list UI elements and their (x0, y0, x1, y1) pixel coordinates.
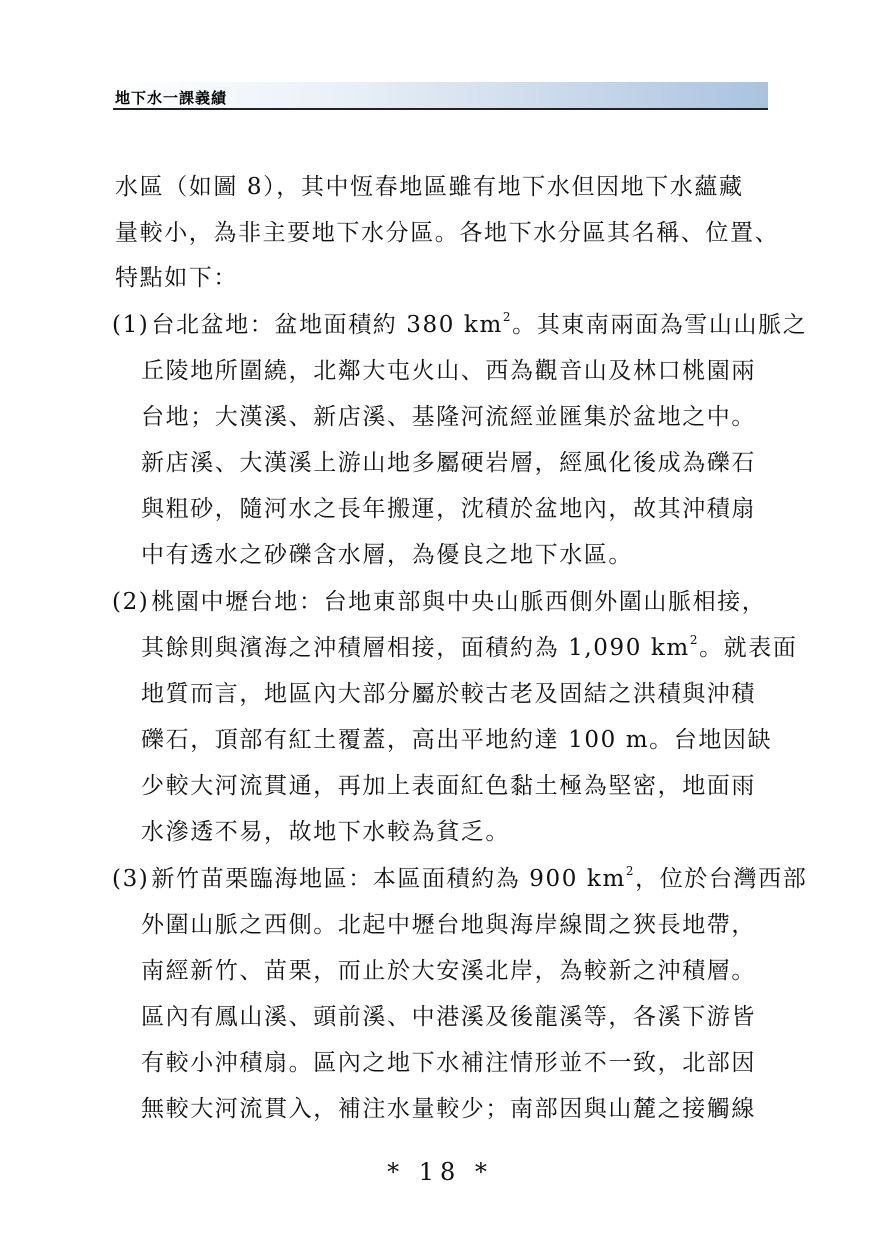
list-item-line: 南經新竹、苗栗，而止於大安溪北岸，為較新之沖積層。 (141, 958, 756, 984)
list-item-number: (3) (112, 866, 150, 892)
item-text: ，位於台灣西部 (635, 866, 808, 892)
list-item-line: 丘陵地所圍繞，北鄰大屯火山、西為觀音山及林口桃園兩 (141, 358, 756, 384)
list-item-3-first-line (112, 864, 807, 894)
list-item-line (141, 633, 797, 663)
list-item-2-first-line (112, 587, 766, 617)
page-number: * 18 * (387, 1158, 493, 1186)
intro-line-2: 量較小，為非主要地下水分區。各地下水分區其名稱、位置、 (115, 220, 780, 246)
superscript: 2 (625, 864, 636, 879)
running-header-title: 地下水一課義績 (115, 89, 228, 107)
superscript: 2 (689, 633, 700, 648)
list-item-line: 與粗砂，隨河水之長年搬運，沈積於盆地內，故其沖積扇 (141, 496, 756, 522)
list-item-line: 中有透水之砂礫含水層，為優良之地下水區。 (141, 542, 633, 568)
list-item-line: 水滲透不易，故地下水較為貧乏。 (141, 819, 510, 845)
intro-line-3: 特點如下： (115, 265, 238, 291)
list-item-1-first-line (112, 310, 807, 340)
list-item-number: (1) (112, 312, 150, 338)
list-item-line: 無較大河流貫入，補注水量較少；南部因與山麓之接觸線 (141, 1096, 756, 1122)
intro-line-1: 水區（如圖 8），其中恆春地區雖有地下水但因地下水蘊藏 (115, 174, 744, 200)
item-text: 。其東南兩面為雪山山脈之 (512, 312, 808, 338)
list-item-line: 台地；大漢溪、新店溪、基隆河流經並匯集於盆地之中。 (141, 404, 756, 430)
superscript: 2 (502, 310, 513, 325)
item-text: 桃園中壢台地：台地東部與中央山脈西側外圍山脈相接， (151, 589, 767, 615)
list-item-number: (2) (112, 589, 150, 615)
list-item-line: 地質而言，地區內大部分屬於較古老及固結之洪積與沖積 (141, 681, 756, 707)
list-item-line: 有較小沖積扇。區內之地下水補注情形並不一致，北部因 (141, 1050, 756, 1076)
item-text: 。就表面 (699, 635, 798, 661)
item-text: 新竹苗栗臨海地區：本區面積約為 900 km (151, 866, 626, 892)
list-item-line: 少較大河流貫通，再加上表面紅色黏土極為堅密，地面雨 (141, 773, 756, 799)
list-item-line: 外圍山脈之西側。北起中壢台地與海岸線間之狹長地帶， (141, 912, 756, 938)
list-item-line: 新店溪、大漢溪上游山地多屬硬岩層，經風化後成為礫石 (141, 450, 756, 476)
list-item-line: 區內有鳳山溪、頭前溪、中港溪及後龍溪等，各溪下游皆 (141, 1004, 756, 1030)
item-text: 其餘則與濱海之沖積層相接，面積約為 1,090 km (141, 635, 690, 661)
list-item-line: 礫石，頂部有紅土覆蓋，高出平地約達 100 m。台地因缺 (141, 727, 773, 753)
item-text: 台北盆地：盆地面積約 380 km (151, 312, 503, 338)
header-rule (113, 108, 768, 110)
